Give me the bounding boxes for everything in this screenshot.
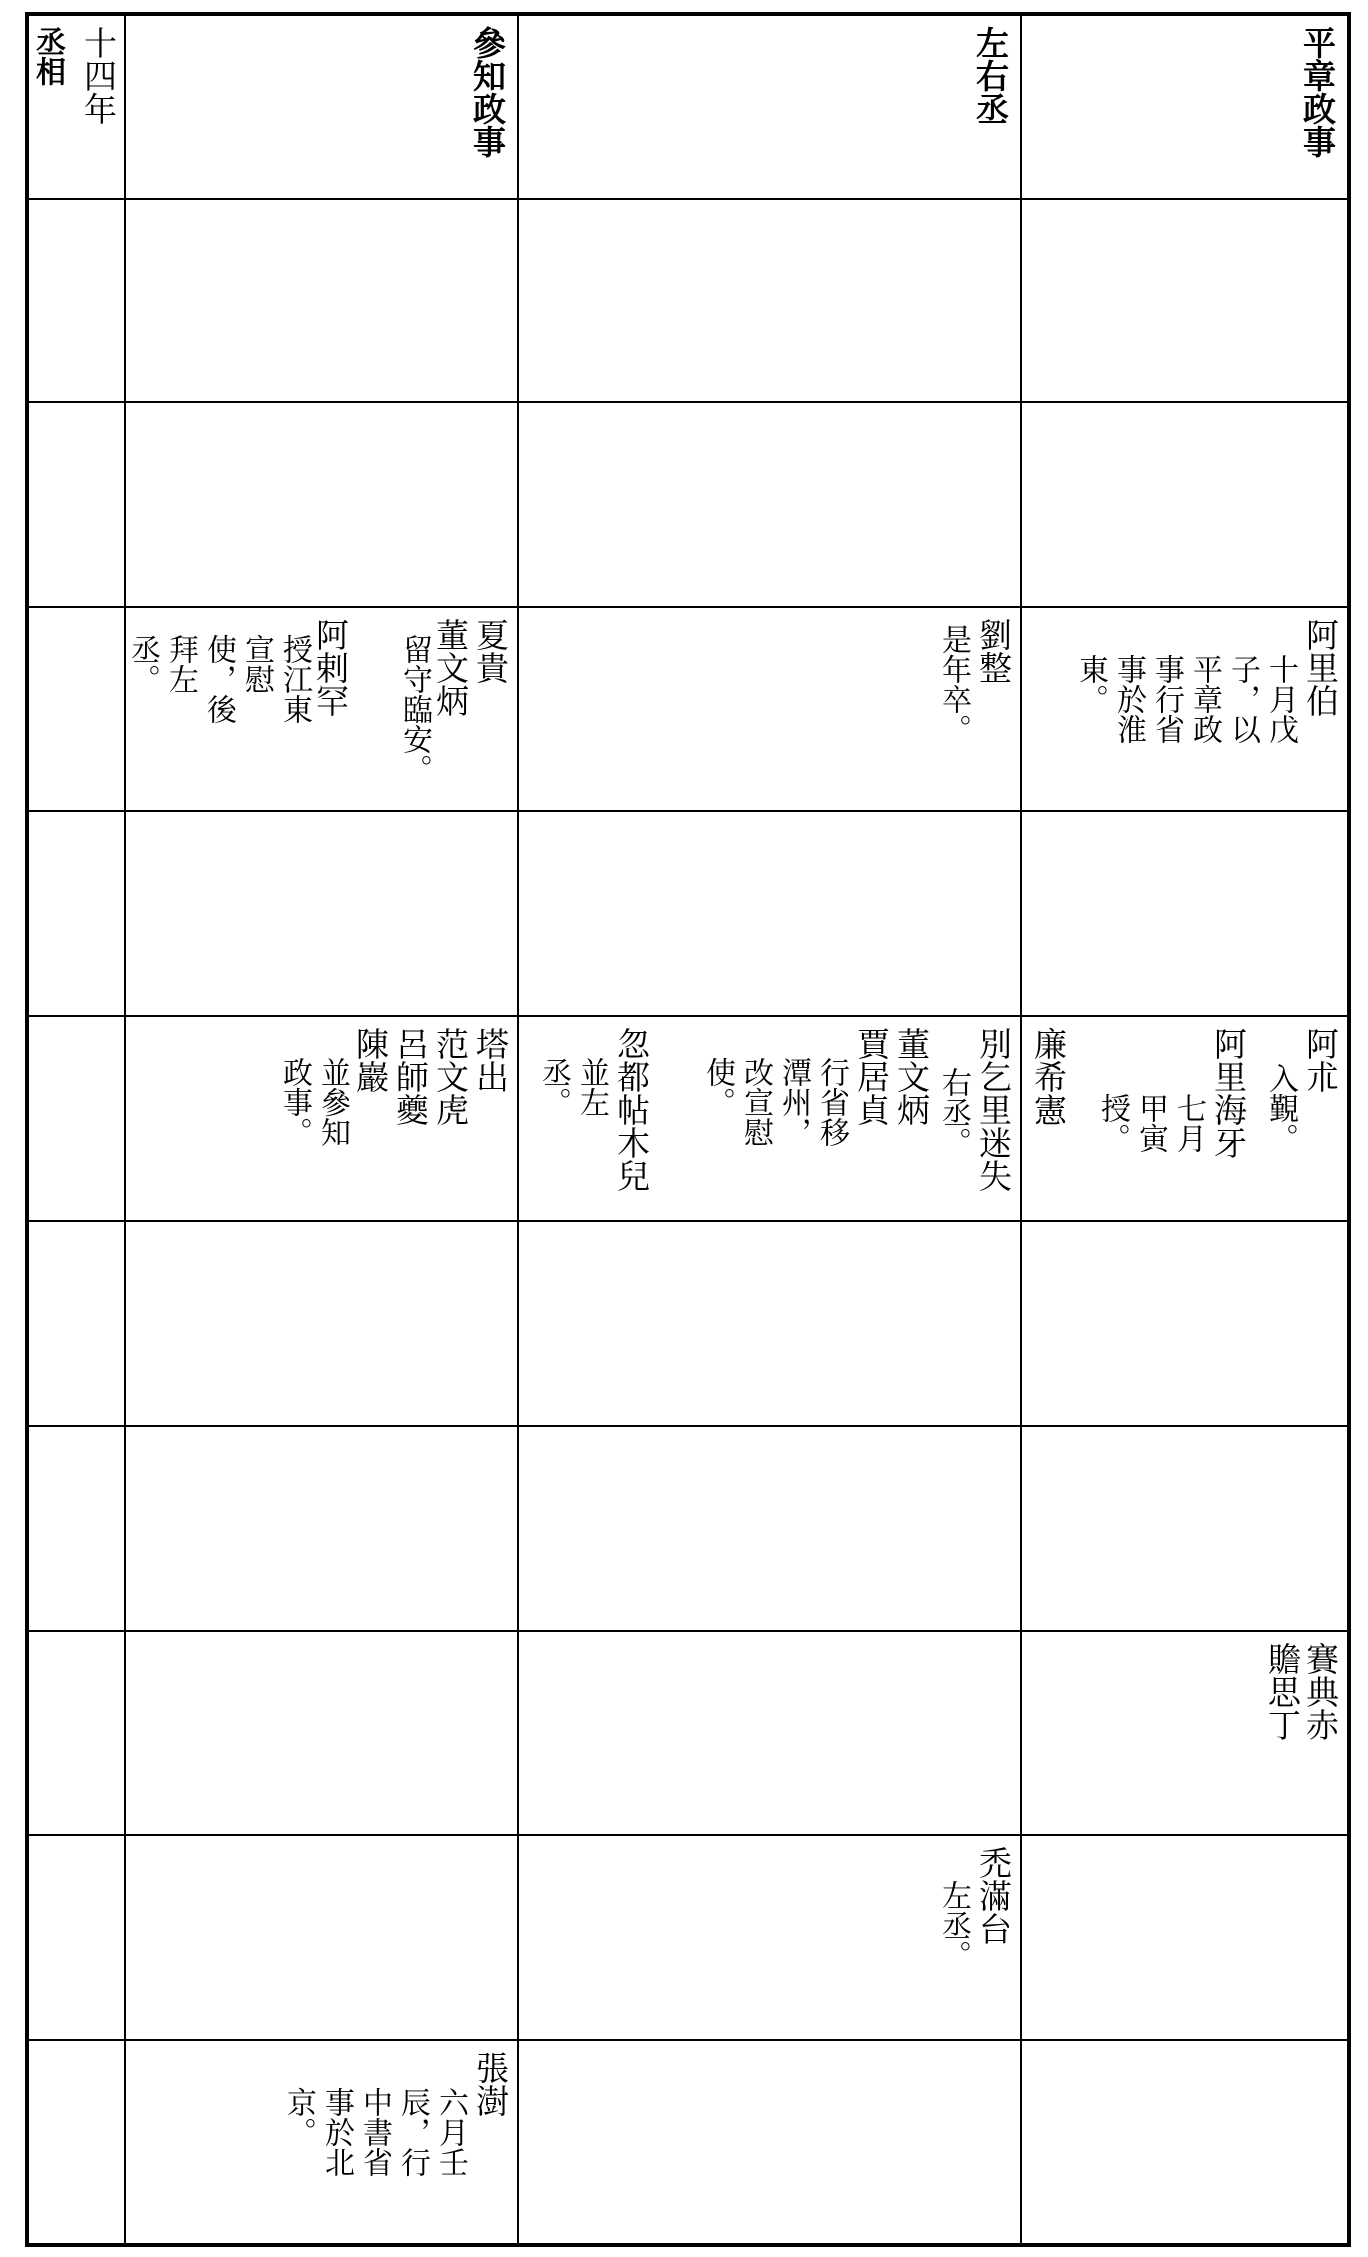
cell-b	[518, 607, 1021, 812]
cell-a	[125, 811, 518, 1016]
cell-c	[1021, 402, 1349, 607]
label-cell	[27, 2040, 125, 2245]
entry-name: 夏貴	[471, 617, 510, 684]
cell-a	[125, 607, 518, 812]
entry-note: 並左丞。	[536, 1057, 609, 1118]
cell-a	[125, 1835, 518, 2040]
table-row	[27, 607, 1349, 812]
entry	[974, 1027, 1012, 1192]
label-cell	[27, 199, 125, 402]
cell-b	[518, 402, 1021, 607]
entry-name: 別乞里迷失	[974, 1027, 1013, 1193]
cell-b	[518, 2040, 1021, 2245]
entry	[892, 1027, 930, 1126]
entry-note: 留守臨安。	[397, 633, 432, 784]
col-b-heading: 左右丞	[971, 26, 1010, 125]
label-cell	[27, 402, 125, 607]
entry-name: 塔出	[471, 1027, 510, 1094]
entry	[1259, 1642, 1339, 1772]
entry	[1301, 1027, 1339, 1093]
cell-c	[1021, 1016, 1349, 1221]
cell-c	[1021, 1426, 1349, 1631]
entry	[351, 1027, 389, 1093]
cell-b	[518, 1016, 1021, 1221]
entry-name: 呂師夔	[391, 1027, 430, 1127]
cell-a	[125, 1426, 518, 1631]
entry-name: 阿剌罕	[311, 617, 350, 717]
table-row	[27, 1016, 1349, 1221]
label-cell	[27, 1835, 125, 2040]
table-row	[27, 1221, 1349, 1426]
table-row	[27, 2040, 1349, 2245]
cell-c	[1021, 1221, 1349, 1426]
header-col-c	[1021, 14, 1349, 199]
entry	[612, 1027, 650, 1192]
table-row	[27, 811, 1349, 1016]
entry-note: 授江東宣慰使，後拜左丞。	[125, 633, 312, 724]
cell-c	[1021, 1835, 1349, 2040]
header-year: 十四年	[79, 26, 118, 125]
label-cell	[27, 1631, 125, 1836]
cell-a	[125, 402, 518, 607]
entry-name: 劉整	[974, 617, 1013, 684]
entry-name: 禿滿台	[974, 1846, 1013, 1946]
entry-name: 阿里海牙	[1209, 1027, 1248, 1160]
cell-c	[1021, 607, 1349, 812]
cell-c	[1021, 1631, 1349, 1836]
col-c-heading: 平章政事	[1298, 26, 1337, 158]
cell-a	[125, 1631, 518, 1836]
entry-name: 賽典赤贍思丁	[1263, 1641, 1340, 1741]
header-row	[27, 14, 1349, 199]
entry-name: 忽都帖木兒	[612, 1027, 651, 1193]
entry-name: 董文炳	[431, 617, 470, 717]
table-row	[27, 199, 1349, 402]
entry-note: 十月戊子，以平章政事行省事於淮東。	[1073, 653, 1298, 744]
label-cell	[27, 607, 125, 812]
entry	[1209, 1027, 1247, 1159]
entry-name: 張澍	[471, 2051, 510, 2118]
cell-a	[125, 1221, 518, 1426]
entry-name: 廉希憲	[1029, 1027, 1068, 1127]
entry	[471, 1027, 509, 1093]
entry-note: 右丞。	[936, 1067, 971, 1158]
cell-b	[518, 1426, 1021, 1631]
entry-name: 阿里伯	[1301, 617, 1340, 717]
cell-b	[518, 1221, 1021, 1426]
entry-name: 阿朮	[1301, 1027, 1340, 1094]
cell-a	[125, 2040, 518, 2245]
cell-b	[518, 1835, 1021, 2040]
entry	[974, 618, 1012, 684]
entry-note: 六月壬辰，行中書省事於北京。	[281, 2087, 468, 2178]
table-row	[27, 1835, 1349, 2040]
cell-b	[518, 199, 1021, 402]
cell-b	[518, 811, 1021, 1016]
entry	[431, 1027, 469, 1126]
entry	[852, 1027, 890, 1126]
cell-a	[125, 199, 518, 402]
header-tag: 丞相	[30, 26, 65, 86]
entry	[974, 1846, 1012, 1945]
entry-name: 陳巖	[351, 1027, 390, 1094]
table-row	[27, 1426, 1349, 1631]
header-col-b	[518, 14, 1021, 199]
entry	[431, 618, 469, 717]
col-a-heading: 參知政事	[468, 26, 507, 158]
entry-name: 范文虎	[431, 1027, 470, 1127]
entry	[311, 618, 349, 717]
cell-c	[1021, 2040, 1349, 2245]
label-cell	[27, 1016, 125, 1221]
entry-note: 並參知政事。	[277, 1057, 350, 1148]
year-label-cell	[27, 14, 125, 199]
cell-c	[1021, 811, 1349, 1016]
entry-name: 賈居貞	[852, 1027, 891, 1127]
table-row	[27, 1631, 1349, 1836]
entry-note: 是年卒。	[936, 623, 971, 744]
cell-c	[1021, 199, 1349, 402]
cell-a	[125, 1016, 518, 1221]
entry	[471, 2051, 509, 2117]
entry-note: 七月甲寅授。	[1095, 1093, 1206, 1154]
entry	[471, 618, 509, 684]
entry	[1301, 618, 1339, 717]
official-table	[25, 12, 1351, 2247]
label-cell	[27, 1221, 125, 1426]
table-row	[27, 402, 1349, 607]
label-cell	[27, 811, 125, 1016]
entry-note: 入覲。	[1263, 1063, 1298, 1154]
entry	[391, 1027, 429, 1126]
header-col-a	[125, 14, 518, 199]
cell-b	[518, 1631, 1021, 1836]
entry-name: 董文炳	[892, 1027, 931, 1127]
entry-note: 左丞。	[936, 1880, 971, 1971]
entry	[1029, 1027, 1067, 1126]
label-cell	[27, 1426, 125, 1631]
entry-note: 行省移潭州，改宣慰使。	[700, 1057, 849, 1148]
